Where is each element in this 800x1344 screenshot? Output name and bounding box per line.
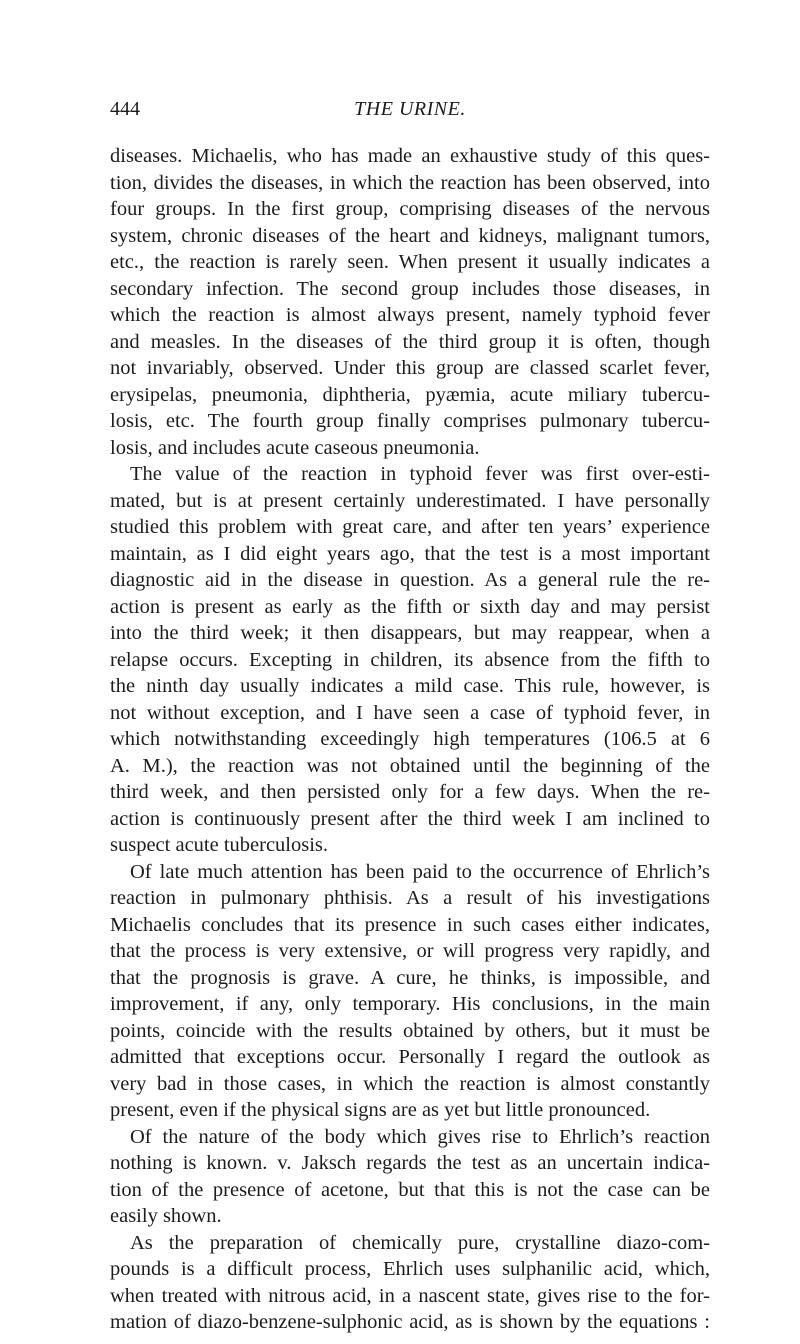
- text-line: secondary infection. The second group includes those diseases, in: [110, 277, 710, 300]
- text-line: not without exception, and I have seen a case of typhoid fever, in: [110, 701, 710, 724]
- text-line: diagnostic aid in the disease in question. As a general rule the re-: [110, 569, 710, 591]
- text-line: which the reaction is almost always present, namely typhoid fever: [110, 304, 710, 326]
- text-line: Of the nature of the body which gives rise to Ehrlich’s reaction: [130, 1125, 710, 1148]
- text-line: system, chronic diseases of the heart and kidneys, malignant tumors,: [110, 224, 710, 247]
- text-line: Michaelis concludes that its presence in such cases either indicates,: [110, 913, 710, 936]
- text-line: losis, etc. The fourth group finally comprises pulmonary tubercu-: [110, 410, 710, 432]
- body-text: [110, 143, 710, 1336]
- text-line: studied this problem with great care, and after ten years’ experience: [110, 516, 710, 538]
- text-line: action is present as early as the fifth or sixth day and may persist: [110, 595, 710, 618]
- text-line: third week, and then persisted only for a few days. When the re-: [110, 781, 710, 803]
- page-number: 444: [110, 98, 140, 120]
- text-line: As the preparation of chemically pure, crystalline diazo-com-: [130, 1231, 710, 1254]
- text-line: and measles. In the diseases of the third group it is often, though: [110, 330, 710, 353]
- text-line: present, even if the physical signs are as yet but little pronounced.: [110, 1099, 651, 1121]
- text-line: losis, and includes acute caseous pneumonia.: [110, 436, 480, 459]
- text-line: relapse occurs. Excepting in children, its absence from the fifth to: [110, 648, 710, 671]
- text-line: action is continuously present after the third week I am inclined to: [110, 807, 710, 830]
- text-line: four groups. In the first group, comprising diseases of the nervous: [110, 198, 710, 220]
- running-title: THE URINE.: [354, 98, 466, 120]
- text-line: The value of the reaction in typhoid fever was first over-esti-: [130, 463, 710, 485]
- text-line: erysipelas, pneumonia, diphtheria, pyæmia, acute miliary tubercu-: [110, 383, 710, 406]
- text-line: Of late much attention has been paid to the occurrence of Ehrlich’s: [130, 860, 710, 883]
- text-line: the ninth day usually indicates a mild case. This rule, however, is: [110, 675, 710, 697]
- text-line: points, coincide with the results obtained by others, but it must be: [110, 1019, 710, 1042]
- text-line: into the third week; it then disappears, but may reappear, when a: [110, 622, 710, 644]
- text-line: that the prognosis is grave. A cure, he thinks, is impossible, and: [110, 966, 710, 989]
- text-line: mated, but is at present certainly underestimated. I have personally: [110, 489, 710, 512]
- text-line: very bad in those cases, in which the reaction is almost constantly: [110, 1072, 710, 1095]
- text-line: improvement, if any, only temporary. His conclusions, in the main: [110, 993, 710, 1015]
- text-line: diseases. Michaelis, who has made an exhaustive study of this ques-: [110, 145, 710, 167]
- text-line: A. M.), the reaction was not obtained until the beginning of the: [110, 754, 710, 777]
- text-line: not invariably, observed. Under this group are classed scarlet fever,: [110, 357, 710, 379]
- text-line: which notwithstanding exceedingly high temperatures (106.5 at 6: [110, 728, 710, 750]
- text-line: maintain, as I did eight years ago, that the test is a most important: [110, 542, 710, 565]
- text-line: suspect acute tuberculosis.: [110, 834, 329, 856]
- text-line: admitted that exceptions occur. Personally I regard the outlook as: [110, 1046, 710, 1068]
- text-line: tion, divides the diseases, in which the reaction has been observed, into: [110, 171, 710, 194]
- text-line: etc., the reaction is rarely seen. When present it usually indicates a: [110, 251, 710, 273]
- text-line: tion of the presence of acetone, but that this is not the case can be: [110, 1178, 710, 1201]
- text-line: easily shown.: [110, 1205, 222, 1227]
- running-head: [110, 98, 710, 128]
- text-line: when treated with nitrous acid, in a nascent state, gives rise to the for-: [110, 1284, 710, 1307]
- text-line: pounds is a difficult process, Ehrlich uses sulphanilic acid, which,: [110, 1258, 710, 1280]
- text-line: that the process is very extensive, or will progress very rapidly, and: [110, 940, 710, 962]
- text-line: nothing is known. v. Jaksch regards the test as an uncertain indica-: [110, 1152, 710, 1174]
- text-line: reaction in pulmonary phthisis. As a result of his investigations: [110, 887, 710, 909]
- text-line: mation of diazo-benzene-sulphonic acid, as is shown by the equations :: [110, 1311, 710, 1333]
